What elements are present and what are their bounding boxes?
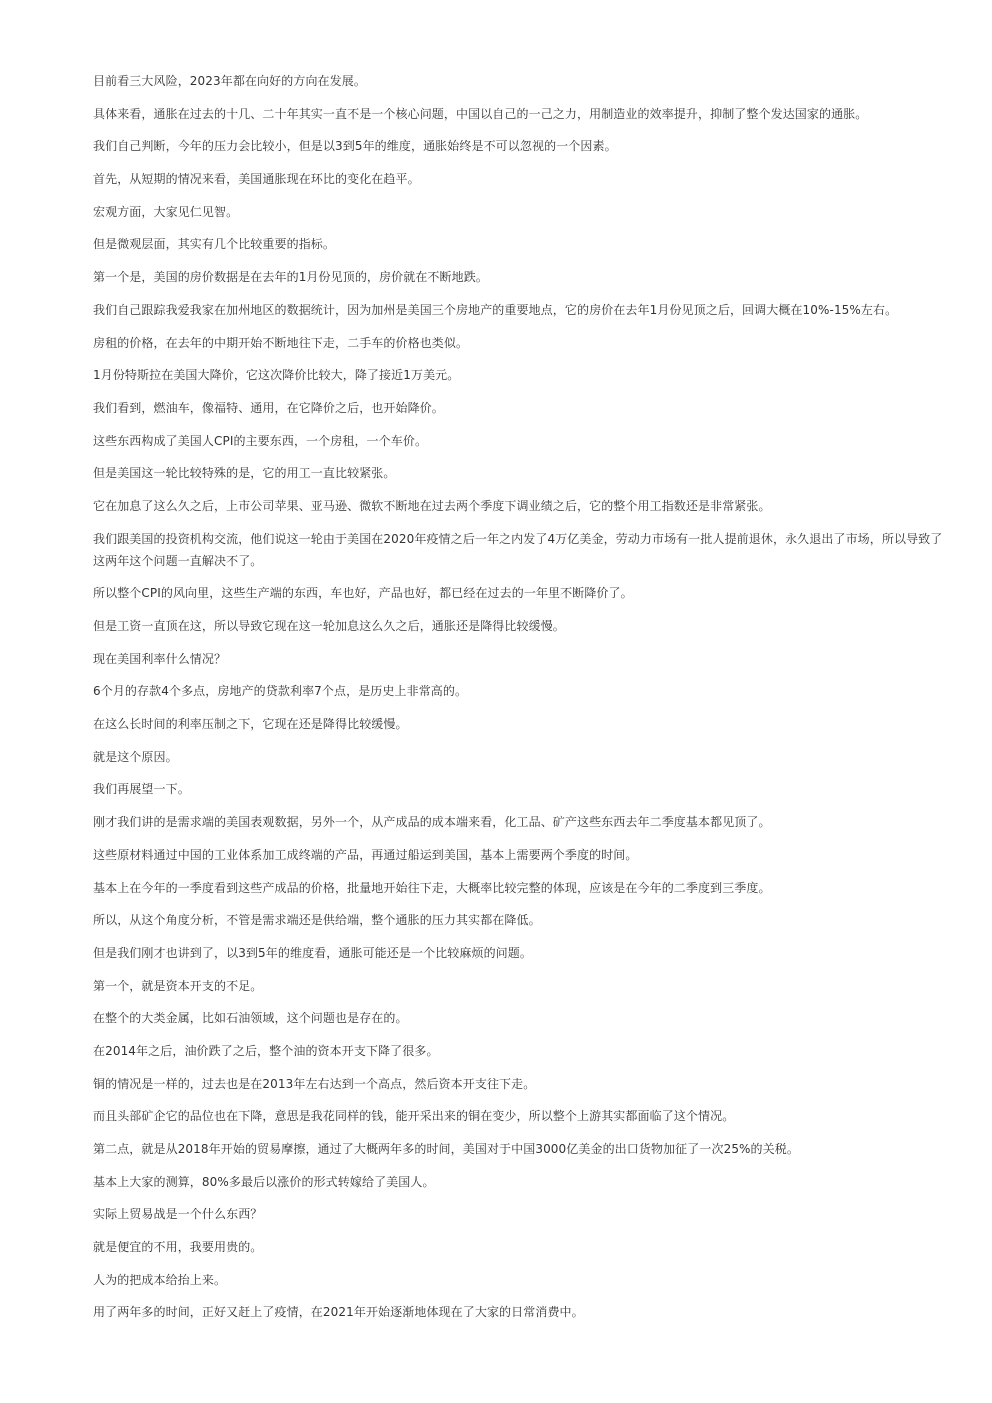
paragraph: 第一个是，美国的房价数据是在去年的1月份见顶的，房价就在不断地跌。 [93,270,488,285]
paragraph: 具体来看，通胀在过去的十几、二十年其实一直不是一个核心问题，中国以自己的一己之力，用制造业的效率提升，抑制了整个发达国家的通胀。 [93,106,868,121]
paragraph: 我们跟美国的投资机构交流，他们说这一轮由于美国在2020年疫情之后一年之内发了4万亿美金，劳动力市场有一批人提前退休，永久退出了市场，所以导致了这两年这个问题一直解决不了。 [93,531,943,568]
paragraph: 房租的价格，在去年的中期开始不断地往下走，二手车的价格也类似。 [93,335,469,350]
paragraph: 第二点，就是从2018年开始的贸易摩擦，通过了大概两年多的时间，美国对于中国3000亿美金的出口货物加征了一次25%的关税。 [93,1142,799,1156]
paragraph: 但是微观层面，其实有几个比较重要的指标。 [93,237,336,252]
document-body [93,70,943,1334]
paragraph: 但是我们刚才也讲到了，以3到5年的维度看，通胀可能还是一个比较麻烦的问题。 [93,945,532,960]
paragraph: 就是便宜的不用，我要用贵的。 [93,1240,263,1255]
paragraph: 现在美国利率什么情况？ [93,651,227,666]
paragraph: 用了两年多的时间，正好又赶上了疫情，在2021年开始逐渐地体现在了大家的日常消费中。 [93,1305,584,1320]
paragraph: 第一个，就是资本开支的不足。 [93,978,263,993]
paragraph: 1月份特斯拉在美国大降价，它这次降价比较大，降了接近1万美元。 [93,368,460,383]
paragraph: 就是这个原因。 [93,749,178,764]
paragraph: 人为的把成本给抬上来。 [93,1272,227,1287]
paragraph: 宏观方面，大家见仁见智。 [93,204,239,219]
paragraph: 但是工资一直顶在这，所以导致它现在这一轮加息这么久之后，通胀还是降得比较缓慢。 [93,619,565,633]
paragraph: 它在加息了这么久之后，上市公司苹果、亚马逊、微软不断地在过去两个季度下调业绩之后，它的整个用工指数还是非常紧张。 [93,498,771,513]
paragraph: 我们再展望一下。 [93,782,190,797]
paragraph: 铜的情况是一样的，过去也是在2013年左右达到一个高点，然后资本开支往下走。 [93,1076,536,1091]
paragraph: 目前看三大风险，2023年都在向好的方向在发展。 [93,74,366,88]
paragraph: 首先，从短期的情况来看，美国通胀现在环比的变化在趋平。 [93,172,420,187]
paragraph: 这些原材料通过中国的工业体系加工成终端的产品，再通过船运到美国，基本上需要两个季度的时间。 [93,847,638,862]
paragraph: 6个月的存款4个多点，房地产的贷款利率7个点，是历史上非常高的。 [93,684,468,699]
paragraph: 我们自己判断，今年的压力会比较小，但是以3到5年的维度，通胀始终是不可以忽视的一个因素。 [93,139,617,154]
paragraph: 这些东西构成了美国人CPI的主要东西，一个房租，一个车价。 [93,433,428,448]
paragraph: 在整个的大类金属，比如石油领域，这个问题也是存在的。 [93,1011,408,1026]
paragraph: 刚才我们讲的是需求端的美国表观数据，另外一个，从产成品的成本端来看，化工品、矿产这些东西去年二季度基本都见顶了。 [93,815,771,830]
paragraph: 而且头部矿企它的品位也在下降，意思是我花同样的钱，能开采出来的铜在变少，所以整个上游其实都面临了这个情况。 [93,1109,735,1124]
paragraph: 在这么长时间的利率压制之下，它现在还是降得比较缓慢。 [93,717,408,732]
paragraph: 我们看到，燃油车，像福特、通用，在它降价之后，也开始降价。 [93,400,444,415]
paragraph: 所以，从这个角度分析，不管是需求端还是供给端，整个通胀的压力其实都在降低。 [93,913,541,928]
paragraph: 基本上在今年的一季度看到这些产成品的价格，批量地开始往下走，大概率比较完整的体现，应该是在今年的二季度到三季度。 [93,880,771,895]
paragraph: 实际上贸易战是一个什么东西？ [93,1207,263,1222]
paragraph: 我们自己跟踪我爱我家在加州地区的数据统计，因为加州是美国三个房地产的重要地点，它的房价在去年1月份见顶之后，回调大概在10%-15%左右。 [93,302,898,317]
paragraph: 但是美国这一轮比较特殊的是，它的用工一直比较紧张。 [93,466,396,481]
paragraph: 在2014年之后，油价跌了之后，整个油的资本开支下降了很多。 [93,1043,439,1058]
paragraph: 基本上大家的测算，80%多最后以涨价的形式转嫁给了美国人。 [93,1174,435,1189]
paragraph: 所以整个CPI的风向里，这些生产端的东西，车也好，产品也好，都已经在过去的一年里不断降价了。 [93,586,633,601]
